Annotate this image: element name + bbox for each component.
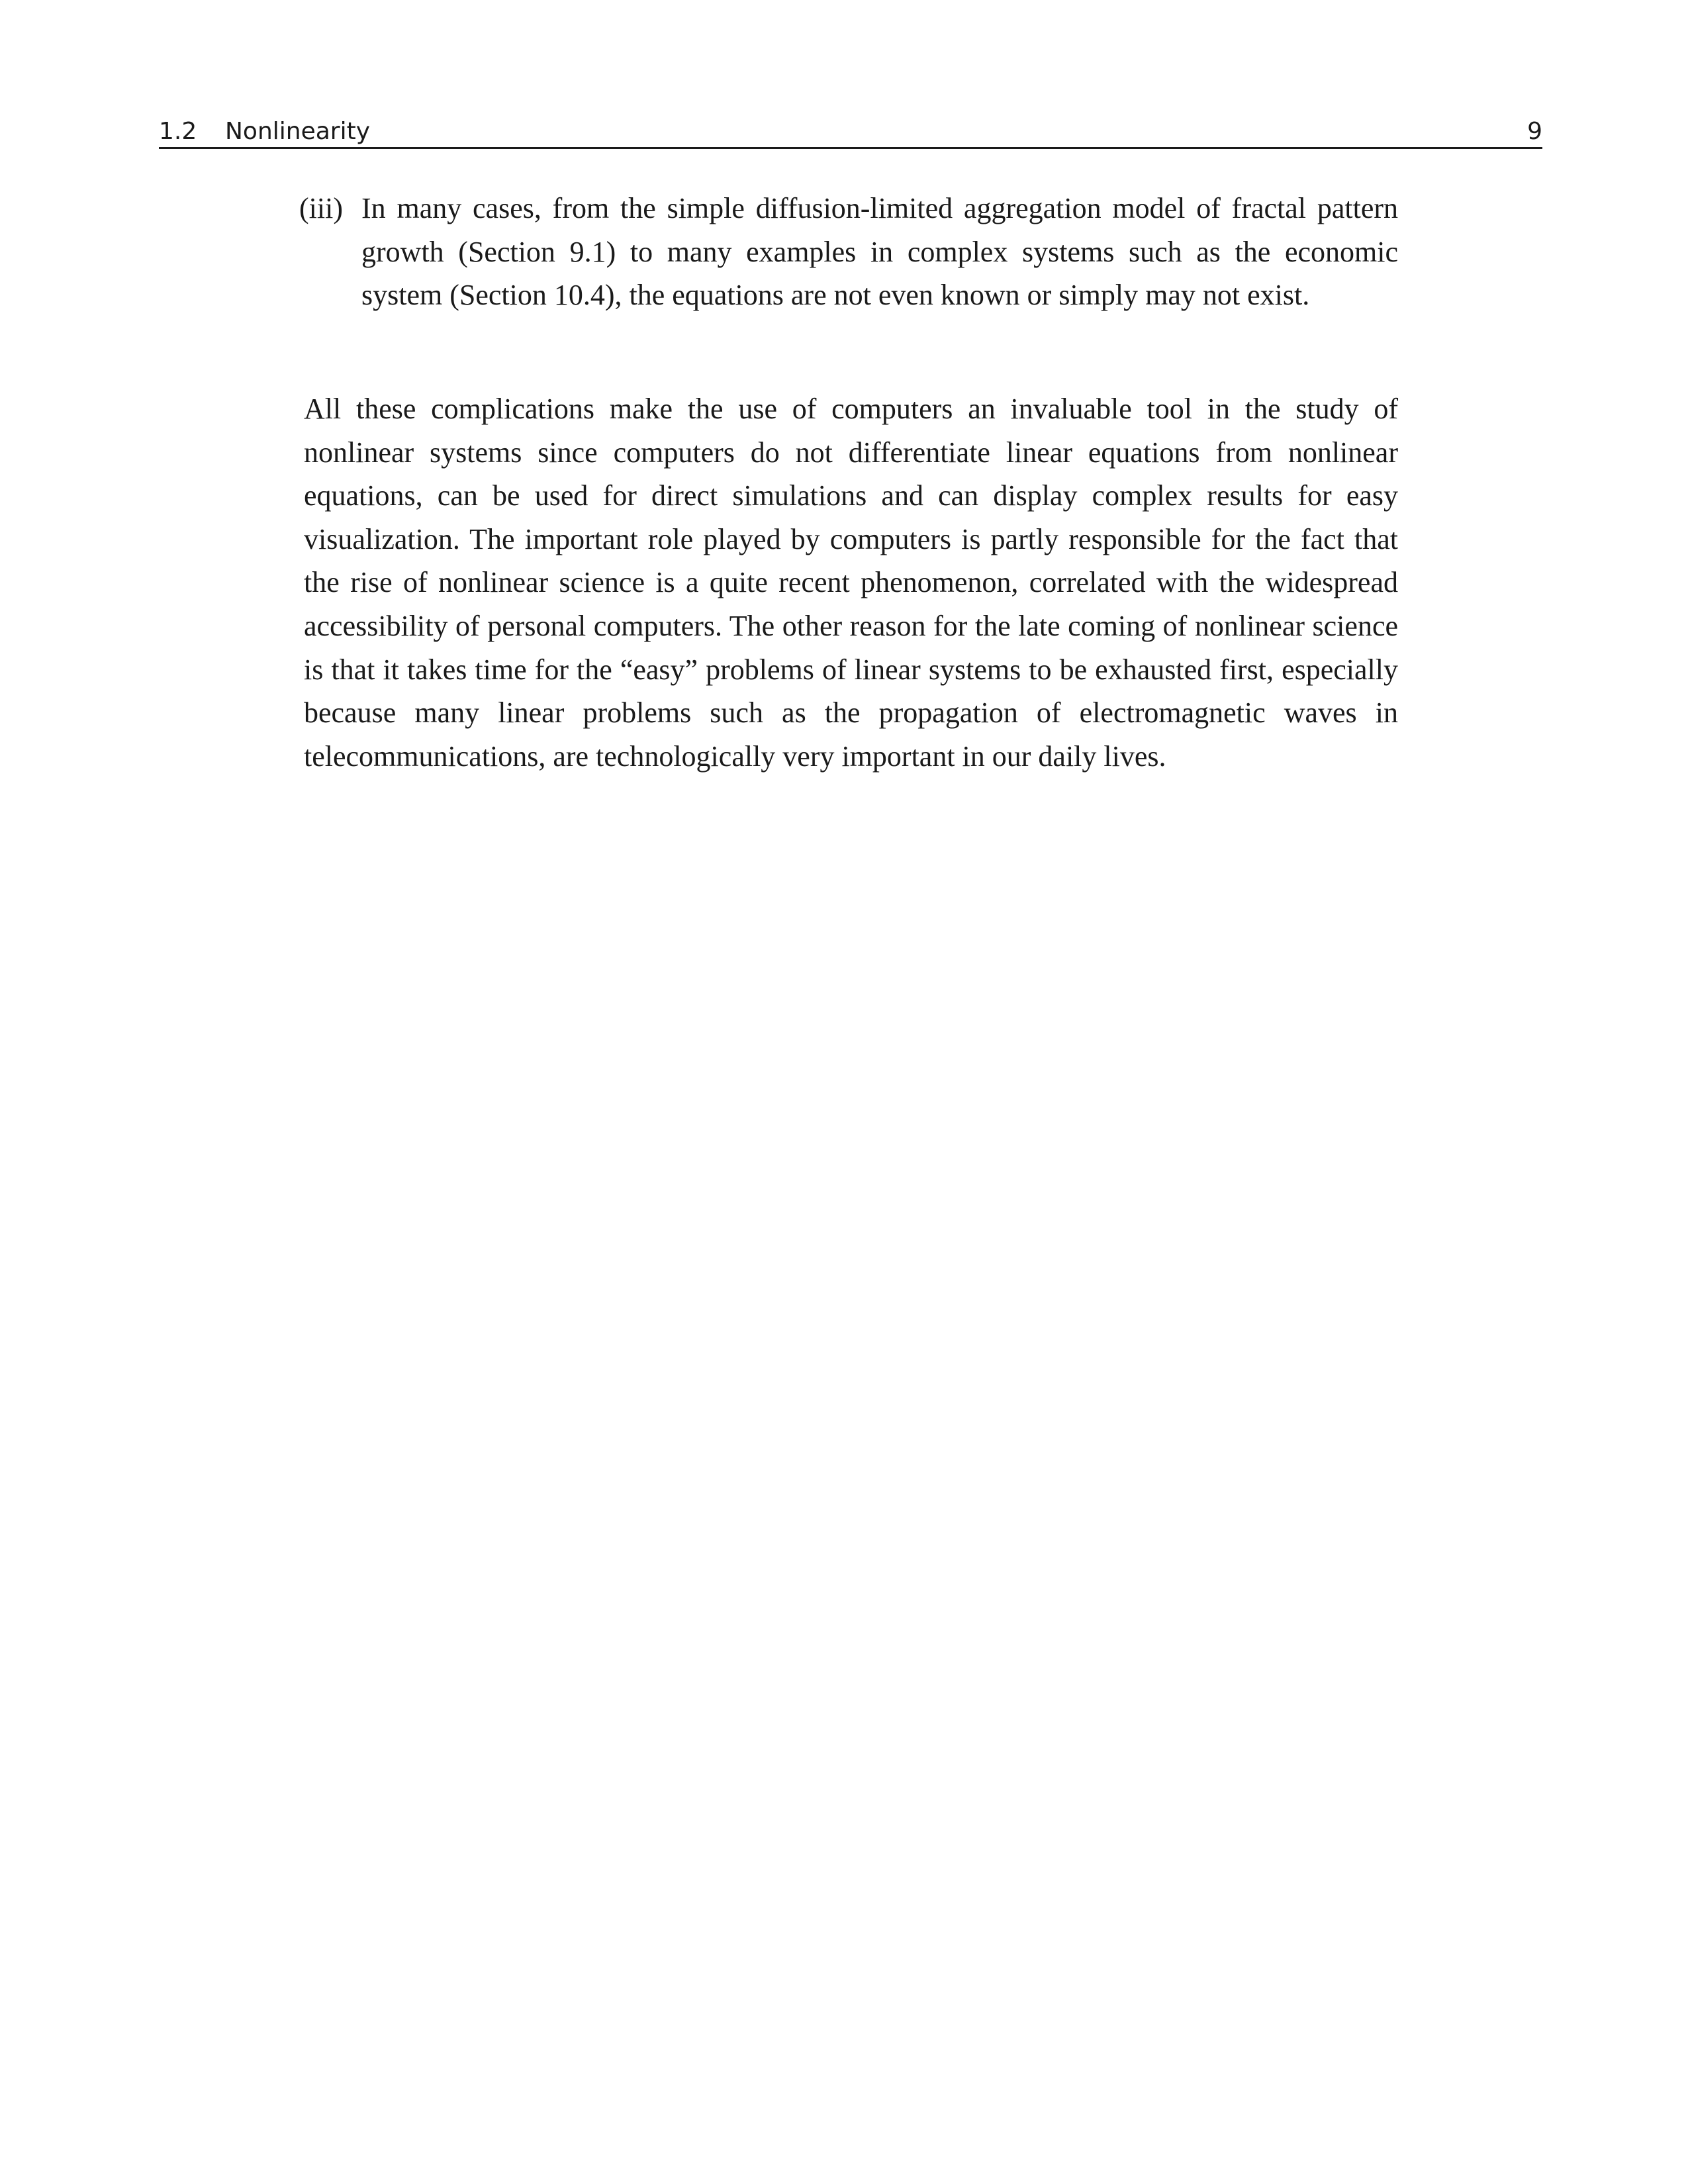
section-title: Nonlinearity [225,118,371,145]
body-paragraph: All these complications make the use of computers an invaluable tool in the study of nonlinear systems since computers do not differentiate linear equations from nonlinear equations, can be used for direct simulations and can display complex results for easy visualization. The important role played by computers is partly responsible for the fact that the rise of nonlinear science is a quite recent phenomenon, correlated with the widespread accessibility of personal computers. The other reason for the late coming of nonlinear science is that it takes time for the “easy” problems of linear systems to be exhausted first, especially because many linear problems such as the propagation of electromagnetic waves in telecommunications, are technologically very important in our daily lives. [304,393,1398,773]
page-number: 9 [1527,118,1542,145]
section-number: 1.2 [159,118,197,145]
list-item [299,187,1398,317]
running-head [159,117,1542,149]
list-item-marker: (iii) [299,192,343,224]
list-item-text: In many cases, from the simple diffusion-limited aggregation model of fractal pattern growth (Section 9.1) to many examples in complex systems such as the economic system (Section 10.4), the equations are not even known or simply may not exist. [361,192,1398,312]
